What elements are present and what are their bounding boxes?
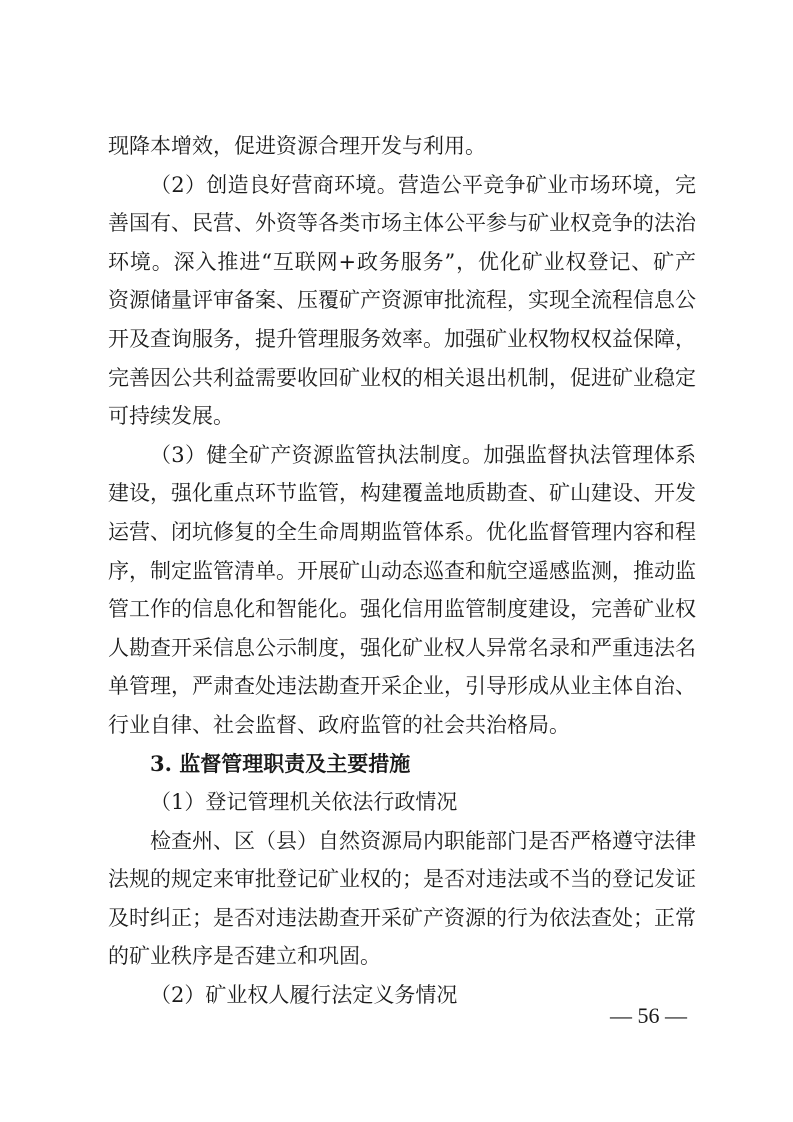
paragraph-line: 运营、闭坑修复的全生命周期监管体系。优化监督管理内容和程 [108, 519, 696, 544]
paragraph-line: 可持续发展。 [108, 404, 234, 429]
section-heading: 3. 监督管理职责及主要措施 [150, 750, 411, 776]
subsection-heading: （2）矿业权人履行法定义务情况 [150, 983, 458, 1008]
paragraph-line: 法规的规定来审批登记矿业权的；是否对违法或不当的登记发证 [108, 867, 696, 892]
paragraph-line: （2）创造良好营商环境。营造公平竞争矿业市场环境，完 [150, 172, 696, 197]
paragraph-line: 管工作的信息化和智能化。强化信用监管制度建设，完善矿业权 [108, 597, 696, 622]
paragraph-line: 建设，强化重点环节监管，构建覆盖地质勘查、矿山建设、开发 [108, 481, 696, 506]
page-number: — 56 — [610, 1003, 687, 1028]
paragraph-line: 环境。深入推进“互联网+政务服务”，优化矿业权登记、矿产 [108, 249, 696, 274]
paragraph-line: 及时纠正；是否对违法勘查开采矿产资源的行为依法查处；正常 [108, 905, 696, 930]
paragraph-line: 单管理，严肃查处违法勘查开采企业，引导形成从业主体自治、 [108, 674, 696, 699]
document-body [108, 127, 696, 1015]
paragraph-line: 善国有、民营、外资等各类市场主体公平参与矿业权竞争的法治 [108, 211, 696, 236]
paragraph-line: 现降本增效，促进资源合理开发与利用。 [108, 134, 486, 158]
paragraph-line: 检查州、区（县）自然资源局内职能部门是否严格遵守法律 [150, 828, 696, 853]
paragraph-line: 开及查询服务，提升管理服务效率。加强矿业权物权权益保障， [108, 326, 696, 351]
paragraph-line: 资源储量评审备案、压覆矿产资源审批流程，实现全流程信息公 [108, 288, 696, 313]
paragraph-line: 序，制定监管清单。开展矿山动态巡查和航空遥感监测，推动监 [108, 558, 696, 583]
paragraph-line: 的矿业秩序是否建立和巩固。 [108, 944, 381, 969]
subsection-heading: （1）登记管理机关依法行政情况 [150, 790, 458, 815]
paragraph-line: （3）健全矿产资源监管执法制度。加强监督执法管理体系 [150, 442, 696, 467]
paragraph-line: 人勘查开采信息公示制度，强化矿业权人异常名录和严重违法名 [108, 635, 696, 660]
paragraph-line: 行业自律、社会监督、政府监管的社会共治格局。 [108, 712, 570, 737]
paragraph-line: 完善因公共利益需要收回矿业权的相关退出机制，促进矿业稳定 [108, 365, 696, 390]
